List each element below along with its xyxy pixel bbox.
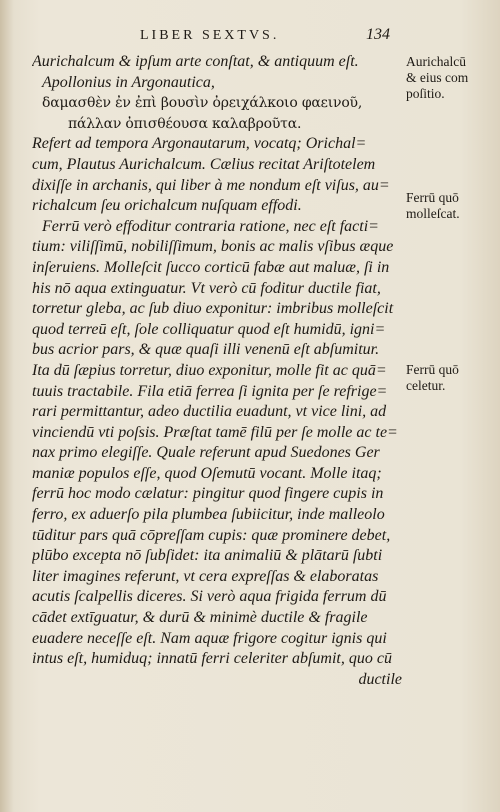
text-line: Refert ad tempora Argonautarum, vocatq; Orichal=: [32, 135, 367, 153]
margin-note-line: & eius com: [406, 70, 469, 85]
margin-note-line: Aurichalcū: [406, 54, 466, 69]
text-line: his nō aqua extinguatur. Vt verò cū foditur ductile fiat,: [32, 279, 381, 297]
text-line: cādet extīguatur, & durū & minimè ductile & fragile: [32, 609, 368, 627]
margin-note-line: Ferrū quō: [406, 190, 459, 205]
text-line: vinciendū vti poſsis. Præſtat tamē filū per ſe molle ac te=: [32, 423, 398, 441]
margin-note-line: Ferrū quō: [406, 362, 459, 377]
text-line: cum, Plautus Aurichalcum. Cælius recitat Ariſtotelem: [32, 155, 376, 173]
text-line: nax primo elegiſſe. Quale referunt apud Suedones Ger: [32, 444, 380, 462]
margin-note-aurichalcum: [406, 54, 496, 102]
page-number: 134: [366, 26, 390, 43]
greek-verse-line: πάλλαν ὀπισθέουσα καλαβροῦτα.: [68, 115, 302, 132]
text-line: Apollonius in Argonautica,: [42, 73, 215, 91]
margin-note-ferrum-celetur: [406, 362, 496, 394]
text-line: plūbo excepta nō ſubſidet: ita animaliū & plātarū ſubti: [32, 547, 383, 565]
text-line: rari permittantur, adeo ductilia euadunt, vt vice lini, ad: [32, 403, 387, 421]
text-line: tium: viliſſimū, nobiliſſimum, bonis ac malis vſibus æque: [32, 238, 394, 256]
text-line: liter imagines referunt, vt cera expreſſas & elaboratas: [32, 567, 379, 585]
catchword: ductile: [358, 670, 402, 688]
margin-note-ferrum-mollescat: [406, 190, 496, 222]
margin-note-line: celetur.: [406, 378, 446, 393]
text-line: acutis ſcalpellis diceres. Si verò aqua frigida ferrum dū: [32, 588, 387, 606]
text-line: ferrū hoc modo cælatur: pingitur quod fingere cupis in: [32, 485, 384, 503]
text-line: dixiſſe in archanis, qui liber à me nondum eſt viſus, au=: [32, 176, 390, 194]
text-line: Ita dū ſæpius torretur, diuo exponitur, molle fit ac quā=: [32, 361, 387, 379]
text-line: Ferrū verò effoditur contraria ratione, nec eſt facti=: [42, 217, 379, 235]
main-text: [32, 52, 404, 690]
text-line: torretur gleba, ac ſub diuo exponitur: imbribus molleſcit: [32, 300, 394, 318]
text-line: Aurichalcum & ipſum arte conſtat, & antiquum eſt.: [32, 53, 359, 70]
text-line: tuuis tractabile. Fila etiā ferrea ſi ignita per ſe refrige=: [32, 382, 388, 400]
text-line: inſeruiens. Molleſcit ſucco corticū fabæ aut maluæ, ſi in: [32, 258, 390, 276]
text-line: richalcum ſeu orichalcum nuſquam effodi.: [32, 197, 302, 215]
greek-verse-line: δαμασθὲν ἐν ἐπὶ βουσὶν ὀρειχάλκοιο φαεινοῦ,: [42, 95, 363, 112]
text-line: maniæ populos eſſe, quod Oſemutū vocant. Molle itaq;: [32, 464, 382, 482]
margin-note-line: molleſcat.: [406, 206, 460, 221]
text-line: ferro, ex aduerſo pila plumbea ſubiicitur, inde malleolo: [32, 506, 385, 524]
text-line: tūditur pars quā cōpreſſam cupis: quæ prominere debet,: [32, 526, 391, 544]
text-line: quod terreū eſt, ſole colliquatur quod eſt humidū, igni=: [32, 320, 386, 338]
margin-note-line: poſitio.: [406, 86, 445, 101]
text-line: bus acrior pars, & quæ quaſi illi venenū eſt abſumitur.: [32, 341, 380, 359]
text-line: intus eſt, humiduq; innatū ferri celeriter abſumit, quo cū: [32, 650, 392, 668]
running-head: LIBER SEXTVS.: [140, 28, 280, 43]
text-line: euadere neceſſe eſt. Nam aquæ frigore cogitur ignis qui: [32, 629, 387, 647]
